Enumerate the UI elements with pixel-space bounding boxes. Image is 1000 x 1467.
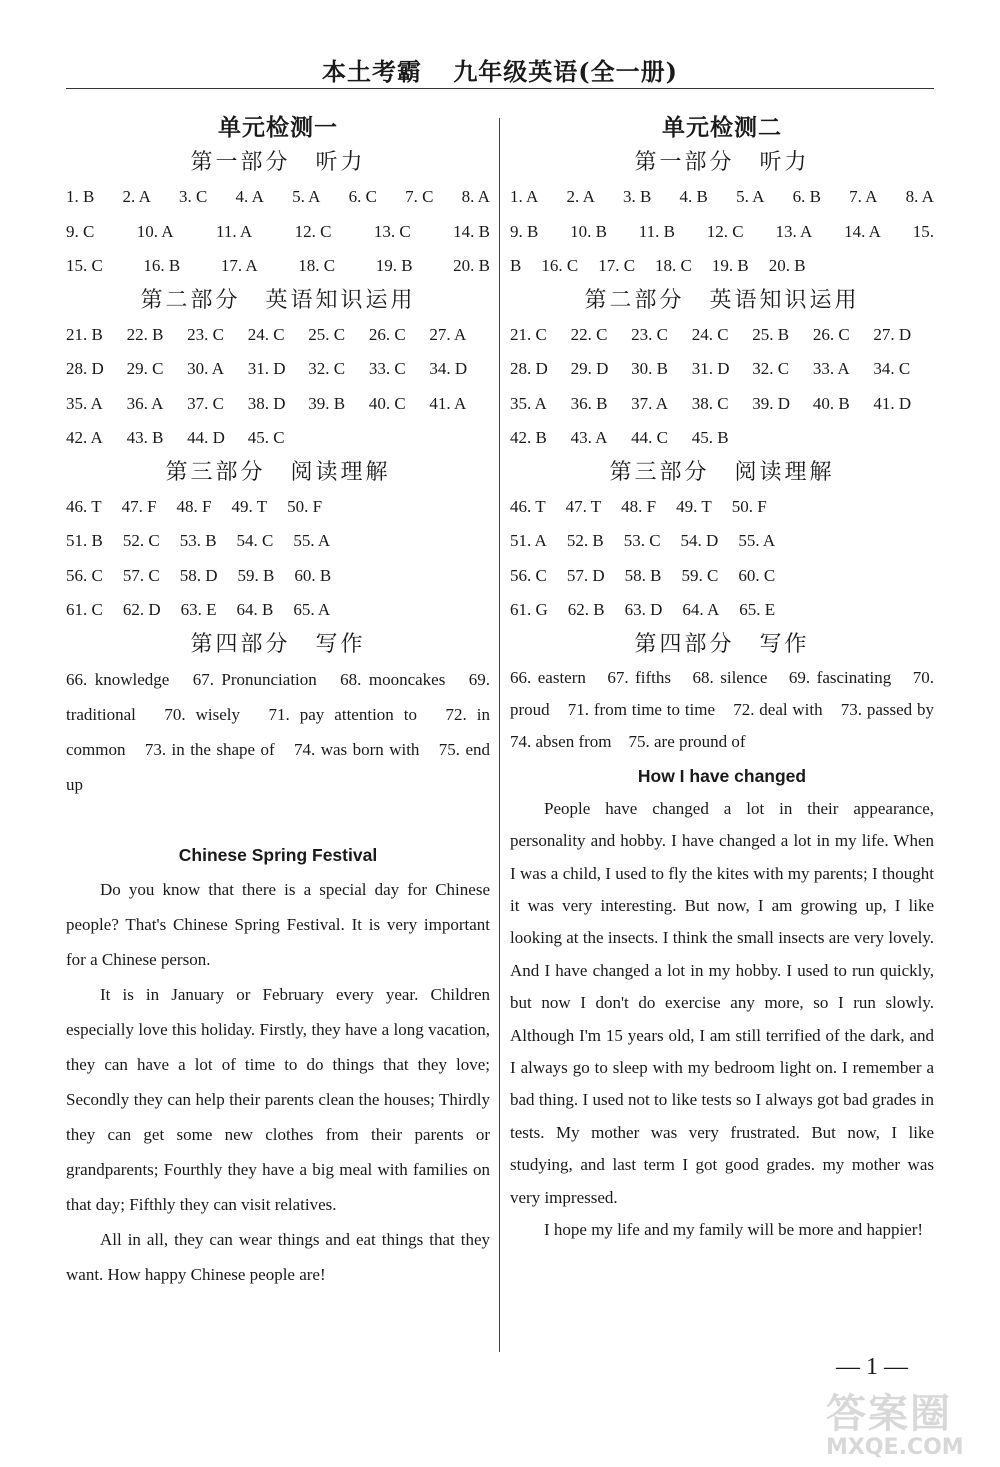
answer-item: 26. C: [368, 324, 406, 344]
answer-item: 38. D: [247, 393, 286, 413]
answer-item: 14. B: [453, 221, 490, 241]
answer-item: 62. D: [122, 600, 161, 619]
answer-item: 21. B: [66, 324, 103, 344]
grid-spacer: [369, 421, 430, 456]
answer-item: 47. T: [565, 496, 602, 516]
answer-item: 6. B: [792, 187, 821, 206]
part-title-writing: 第四部分 写作: [190, 631, 366, 657]
answer-item: 51. A: [510, 531, 547, 550]
column-divider: [499, 118, 500, 1352]
answer-item: 40. B: [812, 393, 850, 413]
series-title: 本土考霸: [321, 57, 422, 86]
left-column: [66, 110, 490, 1292]
answer-item: 59. B: [237, 565, 275, 585]
grid-spacer: [308, 421, 369, 456]
answer-item: 11. B: [638, 221, 675, 241]
answer-item: 12. C: [294, 221, 332, 241]
answer-item: 42. B: [510, 428, 547, 447]
answer-item: 39. B: [308, 393, 346, 413]
answer-item: 55. A: [293, 531, 331, 550]
essay-title: How I have changed: [637, 765, 807, 786]
essay-paragraph: It is in January or February every year. Children especially love this holiday. Firstly, they have a long vacation, they can have a lot of time to do things that they love; Secondly they can help their parents clean the houses; Thirdly they can get some new clothes from their parents or grandparents; Fourthly they have a big meal with families on that day; Fifthly they can visit relatives.: [66, 984, 490, 1214]
answer-item: 48. F: [176, 496, 212, 516]
answer-item: 38. C: [691, 393, 729, 413]
unit-title: 单元检测二: [662, 115, 782, 141]
answer-item: 37. C: [187, 393, 224, 413]
answer-item: 1. B: [66, 187, 95, 206]
answer-item: 2. A: [566, 187, 595, 206]
answer-row: [510, 490, 934, 525]
answer-item: 12. C: [706, 221, 744, 241]
answer-item: 60. C: [738, 565, 776, 585]
grid-spacer: [813, 421, 874, 456]
answer-item: 9. C: [66, 221, 95, 241]
answer-item: 49. T: [676, 496, 712, 516]
essay: [510, 759, 934, 1247]
answer-item: 28. D: [510, 359, 548, 378]
answer-item: 21. C: [510, 324, 547, 344]
answer-row: [66, 215, 490, 250]
answers-reading: [66, 490, 490, 628]
answer-item: 65. E: [739, 600, 776, 619]
part-title-knowledge: 第二部分 英语知识运用: [140, 287, 416, 313]
answer-item: 34. C: [873, 359, 911, 378]
answer-item: 65. A: [293, 600, 331, 619]
part-title-listening: 第一部分 听力: [190, 150, 366, 175]
answer-item: 54. D: [680, 531, 719, 550]
answer-item: 2. A: [122, 187, 151, 206]
answer-item: 8. A: [461, 187, 490, 206]
answer-item: 44. D: [187, 428, 225, 447]
answer-item: 64. A: [682, 600, 720, 619]
answer-item: 4. B: [679, 187, 708, 206]
answers-knowledge: [510, 318, 934, 456]
answer-item: 33. C: [368, 359, 406, 378]
answer-item: 37. A: [631, 393, 668, 413]
answers-knowledge: [66, 318, 490, 456]
answer-item: 25. C: [308, 324, 346, 344]
answer-item: 58. B: [624, 565, 662, 585]
answer-item: 43. B: [126, 428, 164, 447]
answer-item: 48. F: [621, 496, 657, 516]
answer-item: 24. C: [691, 324, 729, 344]
answer-item: 62. B: [567, 600, 605, 619]
answer-item: 14. A: [844, 221, 881, 241]
part-title-reading: 第三部分 阅读理解: [165, 459, 391, 485]
book-title: 九年级英语(全一册): [453, 57, 679, 86]
answer-item: 27. D: [873, 324, 912, 344]
answer-item: 32. C: [752, 359, 790, 378]
answer-item: 10. B: [570, 221, 607, 241]
page-header: [0, 52, 1000, 84]
answer-item: 50. F: [731, 496, 767, 516]
answer-item: 23. C: [187, 324, 224, 344]
page-number: — 1 —: [836, 1354, 908, 1380]
answer-item: 29. C: [126, 359, 164, 378]
answer-item: 59. C: [681, 565, 719, 585]
answer-item: 18. C: [655, 256, 692, 275]
answer-item: 56. C: [510, 565, 547, 585]
answer-item: 60. B: [294, 565, 332, 585]
answer-item: 52. B: [566, 531, 604, 550]
answer-item: 58. D: [179, 565, 218, 585]
answer-item: 3. C: [179, 187, 208, 206]
essay-paragraph: All in all, they can wear things and eat things that they want. How happy Chinese people are!: [66, 1229, 490, 1284]
answer-item: 55. A: [738, 531, 776, 550]
essay-title: Chinese Spring Festival: [178, 844, 378, 865]
answer-item: 28. D: [66, 359, 104, 378]
answer-item: 11. A: [216, 221, 253, 241]
answer-item: 49. T: [231, 496, 268, 516]
answers-reading: [510, 490, 934, 628]
answer-row: [510, 559, 934, 594]
answer-item: 50. F: [287, 496, 323, 516]
answer-item: 45. C: [247, 428, 285, 447]
answer-item: 7. A: [849, 187, 878, 206]
answer-item: 5. A: [736, 187, 765, 206]
answer-item: 40. C: [368, 393, 406, 413]
answer-item: 18. C: [298, 256, 336, 275]
answer-item: 53. B: [179, 531, 217, 550]
answer-item: 45. B: [691, 428, 729, 447]
answer-item: 17. A: [220, 256, 258, 275]
answer-item: 34. D: [429, 359, 468, 378]
watermark-logo: [826, 1382, 996, 1462]
answer-item: 22. B: [126, 324, 164, 344]
answer-item: 47. F: [121, 496, 157, 516]
answer-item: 30. B: [631, 359, 668, 378]
answer-item: 56. C: [66, 565, 103, 585]
answer-item: 57. D: [566, 565, 605, 585]
answer-item: 36. A: [126, 393, 164, 413]
answer-item: 41. A: [429, 393, 467, 413]
watermark-main: 答案圈: [826, 1391, 952, 1437]
answer-item: 25. B: [752, 324, 790, 344]
answer-row: [66, 524, 490, 559]
answer-item: 27. A: [429, 324, 467, 344]
answer-item: 51. B: [66, 531, 103, 550]
answer-item: 41. D: [873, 393, 912, 413]
answer-item: B: [510, 256, 522, 275]
answer-item: 13. A: [775, 221, 813, 241]
answer-item: 15. C: [66, 256, 103, 275]
answer-item: 29. D: [570, 359, 609, 378]
answer-item: 20. B: [768, 256, 806, 275]
answer-item: 61. G: [510, 600, 548, 619]
answer-item: 3. B: [623, 187, 652, 206]
answer-item: 17. C: [598, 256, 636, 275]
answer-item: 33. A: [812, 359, 850, 378]
answer-row: [510, 215, 934, 250]
answer-item: 63. E: [180, 600, 217, 619]
answer-item: 31. D: [691, 359, 730, 378]
answer-item: 4. A: [235, 187, 264, 206]
answer-item: 8. A: [905, 187, 934, 206]
answer-item: 19. B: [375, 256, 413, 275]
grid-spacer: [873, 421, 934, 456]
writing-answers: 66. knowledge 67. Pronunciation 68. mooncakes 69. traditional 70. wisely 71. pay attention to 72. in common 73. in the shape of 74. was born with 75. end up: [66, 669, 490, 794]
grid-spacer: [429, 421, 490, 456]
answer-row: [66, 490, 490, 525]
answer-item: 61. C: [66, 600, 103, 619]
answer-item: 36. B: [570, 393, 608, 413]
answer-item: 1. A: [510, 187, 539, 206]
answer-item: 9. B: [510, 221, 539, 241]
answer-item: 31. D: [247, 359, 286, 378]
part-title-listening: 第一部分 听力: [634, 150, 810, 175]
answer-item: 16. C: [541, 256, 579, 275]
answer-grid: [66, 318, 490, 456]
right-column: [510, 110, 951, 1246]
answer-item: 26. C: [812, 324, 850, 344]
answer-item: 23. C: [631, 324, 668, 344]
answer-item: 53. C: [623, 531, 661, 550]
answer-row: [66, 249, 490, 284]
answer-row: [510, 249, 934, 284]
part-title-reading: 第三部分 阅读理解: [609, 459, 835, 485]
answer-grid: [510, 318, 934, 456]
part-title-knowledge: 第二部分 英语知识运用: [584, 287, 860, 313]
answer-item: 64. B: [236, 600, 274, 619]
answer-item: 24. C: [247, 324, 285, 344]
answers-listening: [66, 180, 490, 284]
answer-item: 43. A: [570, 428, 608, 447]
answer-item: 10. A: [136, 221, 174, 241]
essay: [66, 838, 490, 1292]
answer-item: 7. C: [405, 187, 434, 206]
answer-item: 52. C: [122, 531, 160, 550]
answer-row: [66, 559, 490, 594]
answer-item: 15.: [912, 221, 934, 241]
answer-row: [66, 180, 490, 215]
answer-item: 19. B: [711, 256, 749, 275]
answer-item: 5. A: [292, 187, 321, 206]
answer-row: [66, 593, 490, 628]
answers-listening: [510, 180, 934, 284]
essay-paragraph: People have changed a lot in their appearance, personality and hobby. I have changed a lot in my life. When I was a child, I used to fly the kites with my parents; I thought it was very interesting. But now, I am growing up, I like looking at the insects. I think the small insects are very lovely. And I have changed a lot in my hobby. I used to run quickly, but now I don't do exercise any more, so I run slowly. Although I'm 15 years old, I am still terrified of the dark, and I always go to sleep with my bedroom light on. I remember a bad thing. I used not to like tests so I always got bad grades in tests. My mother was very frustrated. But now, I like studying, and last term I got good grades. my mother was very impressed.: [510, 798, 934, 1207]
answer-item: 20. B: [453, 256, 490, 275]
answer-item: 13. C: [373, 221, 411, 241]
answer-item: 35. A: [66, 393, 103, 413]
part-title-writing: 第四部分 写作: [634, 631, 810, 657]
answer-row: [510, 524, 934, 559]
answer-item: 30. A: [187, 359, 224, 378]
answer-item: 16. B: [143, 256, 181, 275]
unit-title: 单元检测一: [218, 115, 338, 141]
answer-item: 39. D: [752, 393, 791, 413]
answer-item: 63. D: [624, 600, 663, 619]
answer-item: 44. C: [631, 428, 668, 447]
writing-answers: 66. eastern 67. fifths 68. silence 69. fascinating 70. proud 71. from time to time 72. deal with 73. passed by 74. absen from 75. are pround of: [510, 667, 951, 752]
essay-paragraph: Do you know that there is a special day for Chinese people? That's Chinese Spring Festival. It is very important for a Chinese person.: [66, 879, 490, 969]
answer-row: [510, 593, 934, 628]
answer-item: 6. C: [348, 187, 377, 206]
answer-item: 54. C: [236, 531, 274, 550]
watermark-sub: MXQE.COM: [826, 1435, 964, 1460]
answer-item: 46. T: [66, 496, 102, 516]
header-rule: [66, 88, 934, 89]
grid-spacer: [752, 421, 813, 456]
answer-item: 35. A: [510, 393, 547, 413]
answer-item: 57. C: [122, 565, 160, 585]
answer-item: 22. C: [570, 324, 608, 344]
answer-item: 32. C: [308, 359, 346, 378]
answer-row: [510, 180, 934, 215]
answer-item: 46. T: [510, 496, 546, 516]
essay-paragraph: I hope my life and my family will be more and happier!: [544, 1220, 924, 1239]
answer-item: 42. A: [66, 428, 103, 447]
